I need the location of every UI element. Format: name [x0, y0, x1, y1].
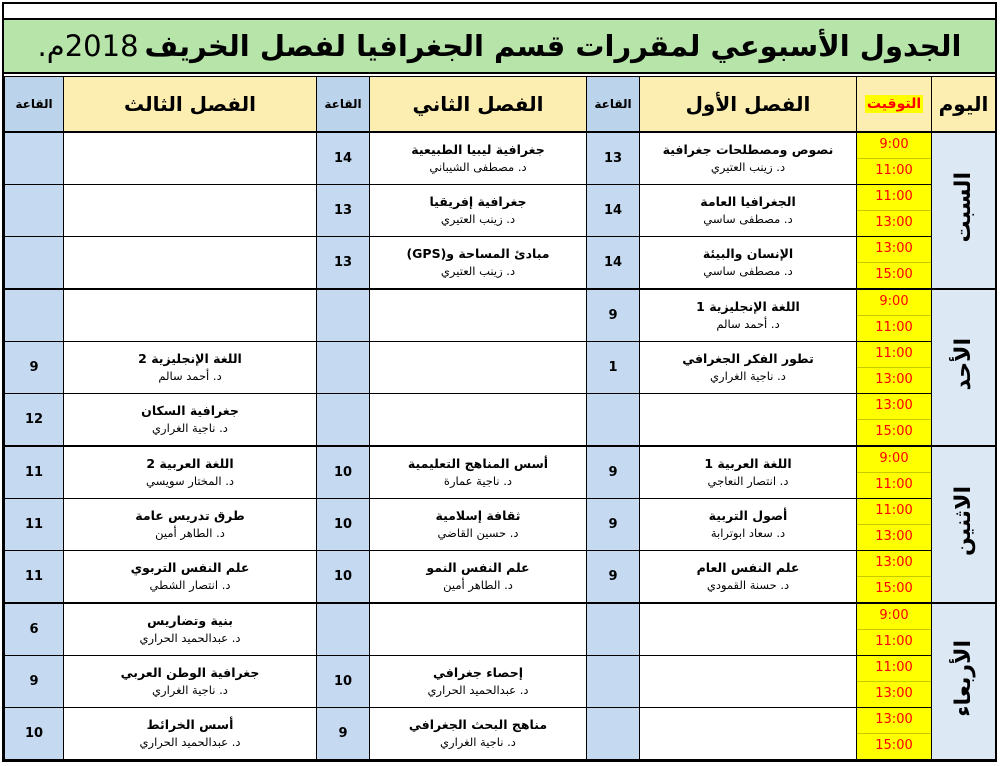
- time-cell: [857, 655, 932, 707]
- course-cell-t3: [64, 236, 317, 289]
- header-term1: الفصل الأول: [640, 77, 857, 132]
- room-cell-t3: 9: [5, 655, 64, 707]
- room-cell-t1: 14: [587, 236, 640, 289]
- course-cell-t3: [64, 498, 317, 550]
- course-cell-t1: [640, 446, 857, 499]
- time-cell: [857, 393, 932, 446]
- time-cell: [857, 236, 932, 289]
- course-instructor: د. الطاهر أمين: [155, 525, 225, 540]
- course-instructor: د. عبدالحميد الحراري: [427, 682, 529, 697]
- course-name: علم النفس النمو: [426, 559, 530, 575]
- course-cell-t2: [370, 603, 587, 656]
- room-cell-t3: [5, 236, 64, 289]
- time-start: 13:00: [875, 240, 913, 256]
- time-start: 13:00: [875, 711, 913, 727]
- course-cell-t2: [370, 655, 587, 707]
- page-title: [4, 18, 995, 74]
- course-cell-t3: [64, 550, 317, 603]
- course-instructor: د. حسنة القمودي: [706, 577, 790, 592]
- header-time-label: التوقيت: [866, 95, 922, 112]
- course-instructor: د. أحمد سالم: [716, 316, 780, 331]
- title-year: 2018م.: [37, 29, 139, 63]
- time-cell: [857, 341, 932, 393]
- schedule-body: [5, 132, 996, 760]
- room-cell-t2: 10: [317, 655, 370, 707]
- course-cell-t2: [370, 289, 587, 342]
- course-instructor: د. المختار سويسي: [145, 473, 234, 488]
- time-end: 11:00: [857, 315, 931, 341]
- day-label: السبت: [951, 171, 976, 243]
- room-cell-t1: [587, 603, 640, 656]
- time-end: 13:00: [857, 210, 931, 236]
- course-cell-t1: [640, 550, 857, 603]
- time-start: 13:00: [875, 397, 913, 413]
- time-end: 11:00: [857, 629, 931, 655]
- course-name: اللغة العربية 1: [704, 455, 792, 471]
- time-start: 11:00: [875, 345, 913, 361]
- time-start: 13:00: [875, 554, 913, 570]
- course-name: الإنسان والبيئة: [702, 245, 794, 261]
- room-cell-t2: [317, 393, 370, 446]
- room-cell-t3: 6: [5, 603, 64, 656]
- course-instructor: د. أحمد سالم: [158, 368, 222, 383]
- time-cell: [857, 603, 932, 656]
- course-name: جغرافية السكان: [141, 402, 239, 418]
- course-instructor: د. مصطفى ساسي: [703, 263, 793, 278]
- time-end: 15:00: [857, 262, 931, 288]
- day-cell: [932, 446, 996, 603]
- room-cell-t1: [587, 707, 640, 759]
- day-cell: [932, 603, 996, 760]
- time-start: 11:00: [875, 659, 913, 675]
- course-instructor: د. ناجية الغراري: [710, 368, 786, 383]
- course-name: جغرافية الوطن العربي: [120, 664, 260, 680]
- course-instructor: د. زينب العتيري: [440, 211, 516, 226]
- time-cell: [857, 550, 932, 603]
- course-instructor: د. ناجية الغراري: [440, 734, 516, 749]
- day-label: الاثنين: [951, 486, 976, 556]
- day-cell: [932, 132, 996, 289]
- course-cell-t3: [64, 132, 317, 185]
- schedule-row: [5, 132, 996, 185]
- course-cell-t3: [64, 707, 317, 759]
- course-instructor: د. الطاهر أمين: [443, 577, 513, 592]
- time-end: 15:00: [857, 733, 931, 759]
- schedule-row: [5, 707, 996, 759]
- time-start: 9:00: [879, 136, 909, 152]
- course-name: بنية وتضاريس: [147, 612, 233, 628]
- schedule-row: [5, 498, 996, 550]
- header-term3: الفصل الثالث: [64, 77, 317, 132]
- course-name: تطور الفكر الجغرافي: [682, 350, 814, 366]
- header-term2: الفصل الثاني: [370, 77, 587, 132]
- course-cell-t1: [640, 498, 857, 550]
- header-room-term3: القاعة: [5, 77, 64, 132]
- course-instructor: د. مصطفى الشيباني: [429, 159, 527, 174]
- room-cell-t3: 11: [5, 550, 64, 603]
- course-instructor: د. ناجية الغراري: [152, 682, 228, 697]
- course-cell-t2: [370, 393, 587, 446]
- course-name: اللغة الإنجليزية 1: [696, 298, 800, 314]
- time-cell: [857, 498, 932, 550]
- course-cell-t2: [370, 184, 587, 236]
- course-instructor: د. ناجية الغراري: [152, 420, 228, 435]
- room-cell-t1: 9: [587, 446, 640, 499]
- course-name: علم النفس التربوي: [130, 559, 250, 575]
- day-label: الأحد: [951, 337, 976, 391]
- time-cell: [857, 184, 932, 236]
- course-cell-t2: [370, 498, 587, 550]
- time-end: 13:00: [857, 367, 931, 393]
- schedule-row: [5, 184, 996, 236]
- course-cell-t2: [370, 132, 587, 185]
- course-name: إحصاء جغرافي: [432, 664, 523, 680]
- room-cell-t2: 13: [317, 184, 370, 236]
- course-name: ثقافة إسلامية: [435, 507, 521, 523]
- schedule-row: [5, 289, 996, 342]
- course-cell-t2: [370, 236, 587, 289]
- room-cell-t2: [317, 341, 370, 393]
- time-start: 11:00: [875, 188, 913, 204]
- course-cell-t3: [64, 393, 317, 446]
- course-name: جغرافية إفريقيا: [429, 193, 527, 209]
- course-instructor: د. سعاد ابوترابة: [710, 525, 786, 540]
- course-instructor: د. انتصار الشطي: [149, 577, 231, 592]
- room-cell-t3: 9: [5, 341, 64, 393]
- time-cell: [857, 132, 932, 185]
- room-cell-t3: [5, 132, 64, 185]
- course-instructor: د. مصطفى ساسي: [703, 211, 793, 226]
- course-name: اللغة الإنجليزية 2: [138, 350, 242, 366]
- time-start: 9:00: [879, 450, 909, 466]
- schedule-row: [5, 603, 996, 656]
- header-time: [857, 77, 932, 132]
- schedule-row: [5, 446, 996, 499]
- time-end: 15:00: [857, 576, 931, 602]
- header-room-term1: القاعة: [587, 77, 640, 132]
- course-cell-t1: [640, 132, 857, 185]
- course-cell-t1: [640, 289, 857, 342]
- course-instructor: د. عبدالحميد الحراري: [139, 734, 241, 749]
- course-name: مبادئ المساحة و(GPS): [406, 245, 550, 261]
- time-end: 13:00: [857, 681, 931, 707]
- time-start: 11:00: [875, 502, 913, 518]
- room-cell-t2: 10: [317, 446, 370, 499]
- schedule-row: [5, 550, 996, 603]
- course-cell-t3: [64, 655, 317, 707]
- room-cell-t2: 13: [317, 236, 370, 289]
- room-cell-t1: 9: [587, 498, 640, 550]
- course-name: مناهج البحث الجغرافي: [408, 716, 548, 732]
- course-cell-t1: [640, 236, 857, 289]
- course-cell-t3: [64, 289, 317, 342]
- room-cell-t1: [587, 393, 640, 446]
- course-instructor: د. انتصار النعاجي: [707, 473, 789, 488]
- course-cell-t2: [370, 550, 587, 603]
- course-name: اللغة العربية 2: [146, 455, 234, 471]
- course-name: جغرافية ليبيا الطبيعية: [411, 141, 545, 157]
- day-cell: [932, 289, 996, 446]
- course-cell-t1: [640, 341, 857, 393]
- room-cell-t3: 11: [5, 446, 64, 499]
- time-end: 11:00: [857, 158, 931, 184]
- room-cell-t3: 11: [5, 498, 64, 550]
- course-name: أسس المناهج التعليمية: [407, 455, 549, 471]
- time-end: 11:00: [857, 472, 931, 498]
- room-cell-t2: [317, 289, 370, 342]
- room-cell-t1: 9: [587, 550, 640, 603]
- course-instructor: د. زينب العتيري: [440, 263, 516, 278]
- header-room-term2: القاعة: [317, 77, 370, 132]
- course-cell-t3: [64, 446, 317, 499]
- course-cell-t1: [640, 393, 857, 446]
- course-instructor: د. زينب العتيري: [710, 159, 786, 174]
- room-cell-t1: 14: [587, 184, 640, 236]
- room-cell-t1: 1: [587, 341, 640, 393]
- course-cell-t2: [370, 341, 587, 393]
- time-end: 15:00: [857, 419, 931, 445]
- time-cell: [857, 707, 932, 759]
- room-cell-t1: 9: [587, 289, 640, 342]
- room-cell-t1: 13: [587, 132, 640, 185]
- room-cell-t3: 10: [5, 707, 64, 759]
- schedule-row: [5, 393, 996, 446]
- time-end: 13:00: [857, 524, 931, 550]
- course-cell-t1: [640, 655, 857, 707]
- course-name: نصوص ومصطلحات جغرافية: [662, 141, 834, 157]
- course-name: أصول التربية: [708, 507, 788, 523]
- header-row: [5, 77, 996, 132]
- schedule-table: [4, 76, 996, 760]
- course-cell-t3: [64, 341, 317, 393]
- course-name: أسس الخرائط: [146, 716, 234, 732]
- course-cell-t2: [370, 446, 587, 499]
- time-cell: [857, 289, 932, 342]
- schedule-row: [5, 655, 996, 707]
- course-name: الجغرافيا العامة: [700, 193, 796, 209]
- course-instructor: د. حسين القاضي: [437, 525, 519, 540]
- room-cell-t3: [5, 184, 64, 236]
- course-cell-t1: [640, 707, 857, 759]
- room-cell-t2: 10: [317, 498, 370, 550]
- header-day: اليوم: [932, 77, 996, 132]
- day-label: الأربعاء: [951, 639, 976, 717]
- course-cell-t1: [640, 184, 857, 236]
- room-cell-t3: 12: [5, 393, 64, 446]
- time-start: 9:00: [879, 293, 909, 309]
- title-text: الجدول الأسبوعي لمقررات قسم الجغرافيا لفصل الخريف: [144, 29, 962, 63]
- room-cell-t2: 10: [317, 550, 370, 603]
- room-cell-t1: [587, 655, 640, 707]
- schedule-row: [5, 341, 996, 393]
- course-cell-t3: [64, 603, 317, 656]
- schedule-row: [5, 236, 996, 289]
- room-cell-t3: [5, 289, 64, 342]
- course-name: علم النفس العام: [696, 559, 800, 575]
- room-cell-t2: 14: [317, 132, 370, 185]
- course-name: طرق تدريس عامة: [135, 507, 245, 523]
- course-cell-t1: [640, 603, 857, 656]
- course-cell-t3: [64, 184, 317, 236]
- time-start: 9:00: [879, 607, 909, 623]
- course-instructor: د. ناجية عمارة: [443, 473, 513, 488]
- course-cell-t2: [370, 707, 587, 759]
- course-instructor: د. عبدالحميد الحراري: [139, 630, 241, 645]
- room-cell-t2: [317, 603, 370, 656]
- time-cell: [857, 446, 932, 499]
- room-cell-t2: 9: [317, 707, 370, 759]
